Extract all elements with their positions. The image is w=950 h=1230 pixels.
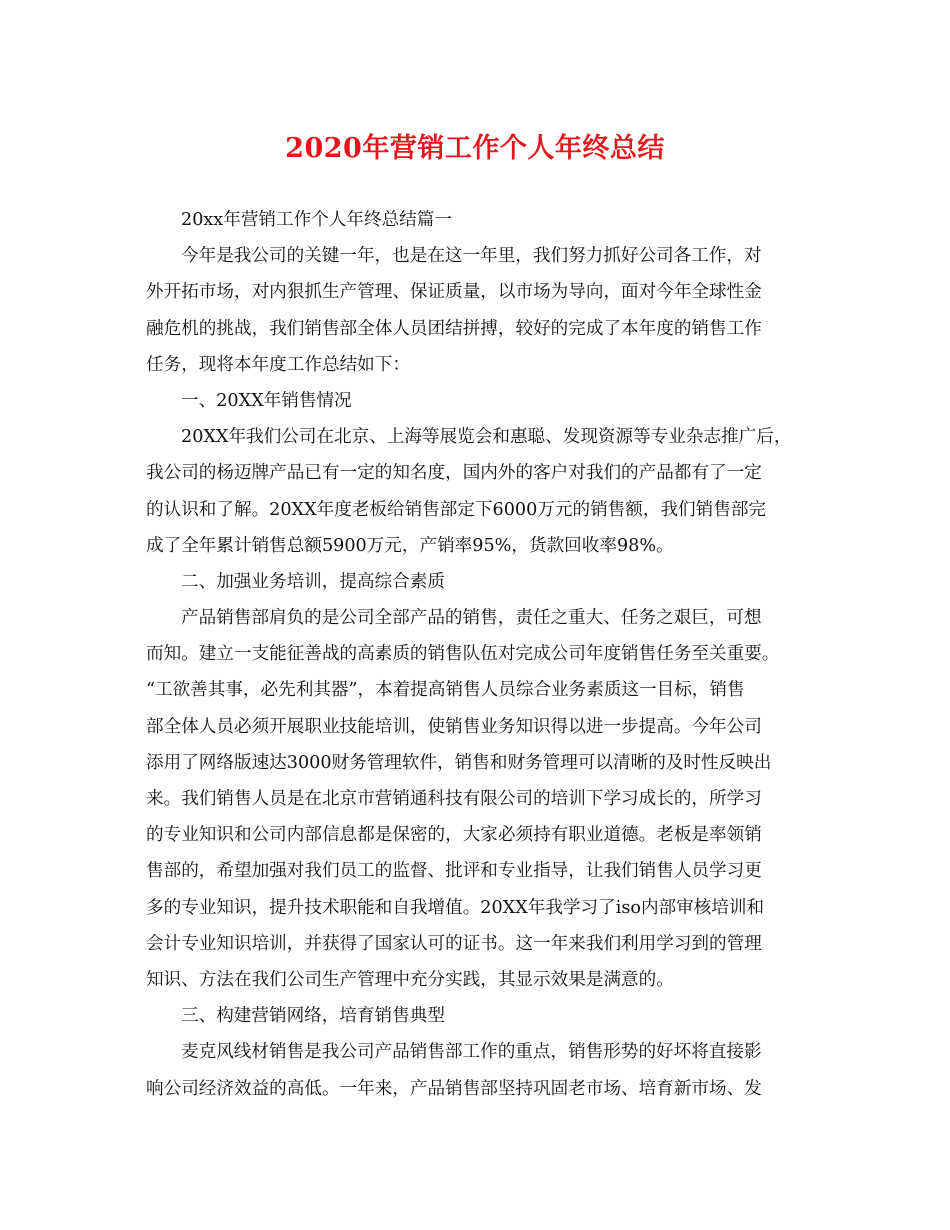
section-heading: 二、加强业务培训，提高综合素质 — [181, 571, 445, 592]
paragraph-line: 知识、方法在我们公司生产管理中充分实践，其显示效果是满意的。 — [146, 969, 674, 990]
paragraph-line: 麦克风线材销售是我公司产品销售部工作的重点，销售形势的好坏将直接影 — [181, 1042, 762, 1063]
paragraph-line: 的认识和了解。20XX年度老板给销售部定下6000万元的销售额，我们销售部完 — [146, 499, 767, 520]
document-body — [146, 202, 810, 1107]
paragraph-line: 外开拓市场，对内狠抓生产管理、保证质量，以市场为导向，面对今年全球性金 — [146, 282, 762, 303]
paragraph-line: 添用了网络版速达3000财务管理软件，销售和财务管理可以清晰的及时性反映出 — [146, 752, 772, 773]
paragraph-line: 售部的，希望加强对我们员工的监督、批评和专业指导，让我们销售人员学习更 — [146, 861, 762, 882]
paragraph-line: 融危机的挑战，我们销售部全体人员团结拼搏，较好的完成了本年度的销售工作 — [146, 318, 762, 339]
paragraph-line: 今年是我公司的关键一年，也是在这一年里，我们努力抓好公司各工作，对 — [181, 246, 762, 267]
paragraph-line: 响公司经济效益的高低。一年来，产品销售部坚持巩固老市场、培育新市场、发 — [146, 1078, 762, 1099]
paragraph-line: 我公司的杨迈牌产品已有一定的知名度，国内外的客户对我们的产品都有了一定 — [146, 463, 762, 484]
section-heading: 三、构建营销网络，培育销售典型 — [181, 1006, 445, 1027]
paragraph-line: 多的专业知识，提升技术职能和自我增值。20XX年我学习了iso内部审核培训和 — [146, 897, 765, 918]
paragraph-line: 来。我们销售人员是在北京市营销通科技有限公司的培训下学习成长的，所学习 — [146, 789, 762, 809]
paragraph-line: 而知。建立一支能征善战的高素质的销售队伍对完成公司年度销售任务至关重要。 — [146, 644, 780, 665]
paragraph-line: 的专业知识和公司内部信息都是保密的，大家必须持有职业道德。老板是率领销 — [146, 825, 762, 846]
document-title: 2020年营销工作个人年终总结 — [285, 133, 665, 164]
paragraph-line: 成了全年累计销售总额5900万元，产销率95%，货款回收率98%。 — [146, 535, 674, 556]
section-heading: 20xx年营销工作个人年终总结篇一 — [181, 210, 452, 230]
paragraph-line: 20XX年我们公司在北京、上海等展览会和惠聪、发现资源等专业杂志推广后， — [181, 427, 792, 448]
section-heading: 一、20XX年销售情况 — [181, 390, 352, 411]
paragraph-line: 会计专业知识培训，并获得了国家认可的证书。这一年来我们利用学习到的管理 — [146, 933, 762, 954]
paragraph-line: 部全体人员必须开展职业技能培训，使销售业务知识得以进一步提高。今年公司 — [146, 716, 762, 737]
paragraph-line: “工欲善其事，必先利其器”，本着提高销售人员综合业务素质这一目标，销售 — [146, 680, 745, 701]
paragraph-line: 任务，现将本年度工作总结如下： — [146, 354, 410, 375]
paragraph-line: 产品销售部肩负的是公司全部产品的销售，责任之重大、任务之艰巨，可想 — [181, 608, 762, 629]
